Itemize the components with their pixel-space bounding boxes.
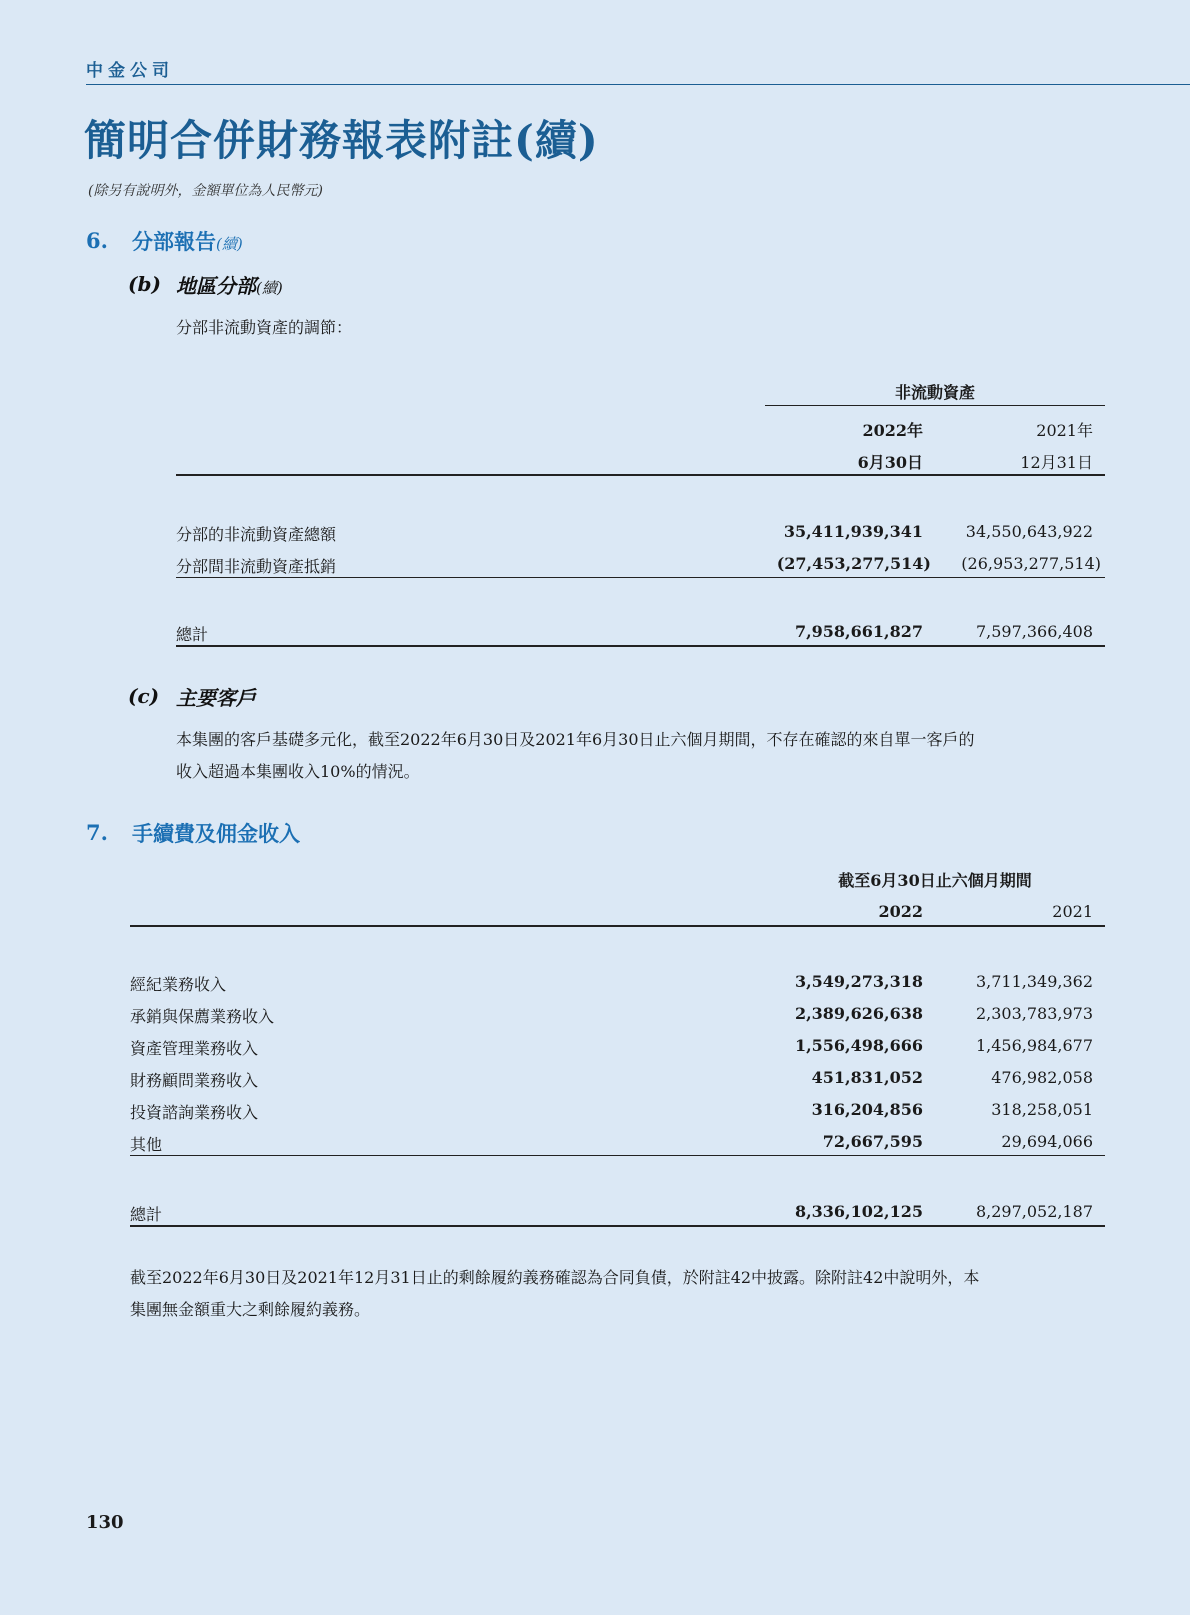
section6-title-text: 分部報告 xyxy=(132,229,216,254)
t1-row-v2021: (26,953,277,514) xyxy=(961,554,1101,573)
t1-header-rule xyxy=(176,474,1105,476)
t1-row-label: 分部間非流動資產抵銷 xyxy=(176,557,337,576)
section7-note-line1: 截至2022年6月30日及2021年12月31日止的剩餘履約義務確認為合同負債，於附註42中披露。除附註42中說明外，本 xyxy=(130,1268,980,1287)
t2-row-v2022: 451,831,052 xyxy=(811,1068,923,1087)
t1-col1-date: 6月30日 xyxy=(857,453,923,472)
section6-title xyxy=(132,226,243,256)
t1-col1-year: 2022年 xyxy=(862,421,923,440)
subsection-c-text-line2: 收入超過本集團收入10%的情況。 xyxy=(176,762,420,781)
t2-header-rule xyxy=(130,925,1105,927)
t2-row-v2022: 3,549,273,318 xyxy=(794,972,923,991)
t2-col2: 2021 xyxy=(1052,902,1093,921)
t1-total-label: 總計 xyxy=(176,625,209,644)
subsection-c-text-line1: 本集團的客戶基礎多元化，截至2022年6月30日及2021年6月30日止六個月期間，不存在確認的來自單一客戶的 xyxy=(176,730,975,749)
t2-row-v2021: 3,711,349,362 xyxy=(975,972,1093,991)
t1-col2-year: 2021年 xyxy=(1036,421,1093,440)
t2-row-v2021: 1,456,984,677 xyxy=(975,1036,1093,1055)
t1-total-rule xyxy=(176,645,1105,647)
t2-row-v2022: 2,389,626,638 xyxy=(794,1004,923,1023)
t2-total-rule xyxy=(130,1225,1105,1227)
t2-row-label: 財務顧問業務收入 xyxy=(130,1071,259,1090)
t2-row-v2021: 318,258,051 xyxy=(991,1100,1093,1119)
t2-row-v2021: 29,694,066 xyxy=(1001,1132,1093,1151)
subsection-b-intro: 分部非流動資產的調節： xyxy=(176,318,353,337)
subsection-c-title: 主要客戶 xyxy=(176,686,256,710)
t1-subtotal-rule xyxy=(176,577,1105,578)
t2-col1: 2022 xyxy=(878,902,923,921)
t1-row-v2022: (27,453,277,514) xyxy=(776,554,931,573)
subsection-b-letter: (b) xyxy=(128,272,161,296)
header-rule xyxy=(86,84,1190,85)
t1-row-v2021: 34,550,643,922 xyxy=(965,522,1093,541)
section6-cont: (續) xyxy=(216,235,243,253)
page-subtitle: (除另有說明外，金額單位為人民幣元) xyxy=(88,183,323,199)
section6-number: 6. xyxy=(86,228,108,253)
t2-row-v2022: 72,667,595 xyxy=(822,1132,923,1151)
t2-row-v2022: 1,556,498,666 xyxy=(794,1036,923,1055)
t1-total-v2022: 7,958,661,827 xyxy=(794,622,923,641)
t2-row-label: 投資諮詢業務收入 xyxy=(130,1103,259,1122)
t2-row-v2021: 2,303,783,973 xyxy=(975,1004,1093,1023)
t1-row-label: 分部的非流動資產總額 xyxy=(176,525,337,544)
subsection-b-title xyxy=(176,270,283,299)
subsection-b-cont: (續) xyxy=(256,279,283,297)
section7-number: 7. xyxy=(86,820,108,845)
t2-row-label: 承銷與保薦業務收入 xyxy=(130,1007,275,1026)
t1-group-rule xyxy=(765,405,1105,406)
section7-title: 手續費及佣金收入 xyxy=(132,821,300,846)
t2-row-label: 其他 xyxy=(130,1135,163,1154)
t2-row-v2022: 316,204,856 xyxy=(811,1100,923,1119)
company-name: 中金公司 xyxy=(86,61,174,81)
t2-total-v2022: 8,336,102,125 xyxy=(794,1202,923,1221)
t2-row-v2021: 476,982,058 xyxy=(991,1068,1093,1087)
t2-row-label: 經紀業務收入 xyxy=(130,975,227,994)
t1-col2-date: 12月31日 xyxy=(1020,453,1093,472)
page-title: 簡明合併財務報表附註(續) xyxy=(84,116,599,165)
t2-row-label: 資產管理業務收入 xyxy=(130,1039,259,1058)
t1-total-v2021: 7,597,366,408 xyxy=(975,622,1093,641)
section7-note-line2: 集團無金額重大之剩餘履約義務。 xyxy=(130,1300,371,1319)
subsection-c-letter: (c) xyxy=(128,684,160,708)
t1-row-v2022: 35,411,939,341 xyxy=(783,522,923,541)
t2-subtotal-rule xyxy=(130,1155,1105,1156)
t2-group-header: 截至6月30日止六個月期間 xyxy=(838,871,1032,890)
subsection-b-title-text: 地區分部 xyxy=(176,274,256,298)
t1-group-header: 非流動資產 xyxy=(894,383,975,402)
t2-total-label: 總計 xyxy=(130,1205,163,1224)
t2-total-v2021: 8,297,052,187 xyxy=(975,1202,1093,1221)
page-number: 130 xyxy=(86,1512,124,1533)
